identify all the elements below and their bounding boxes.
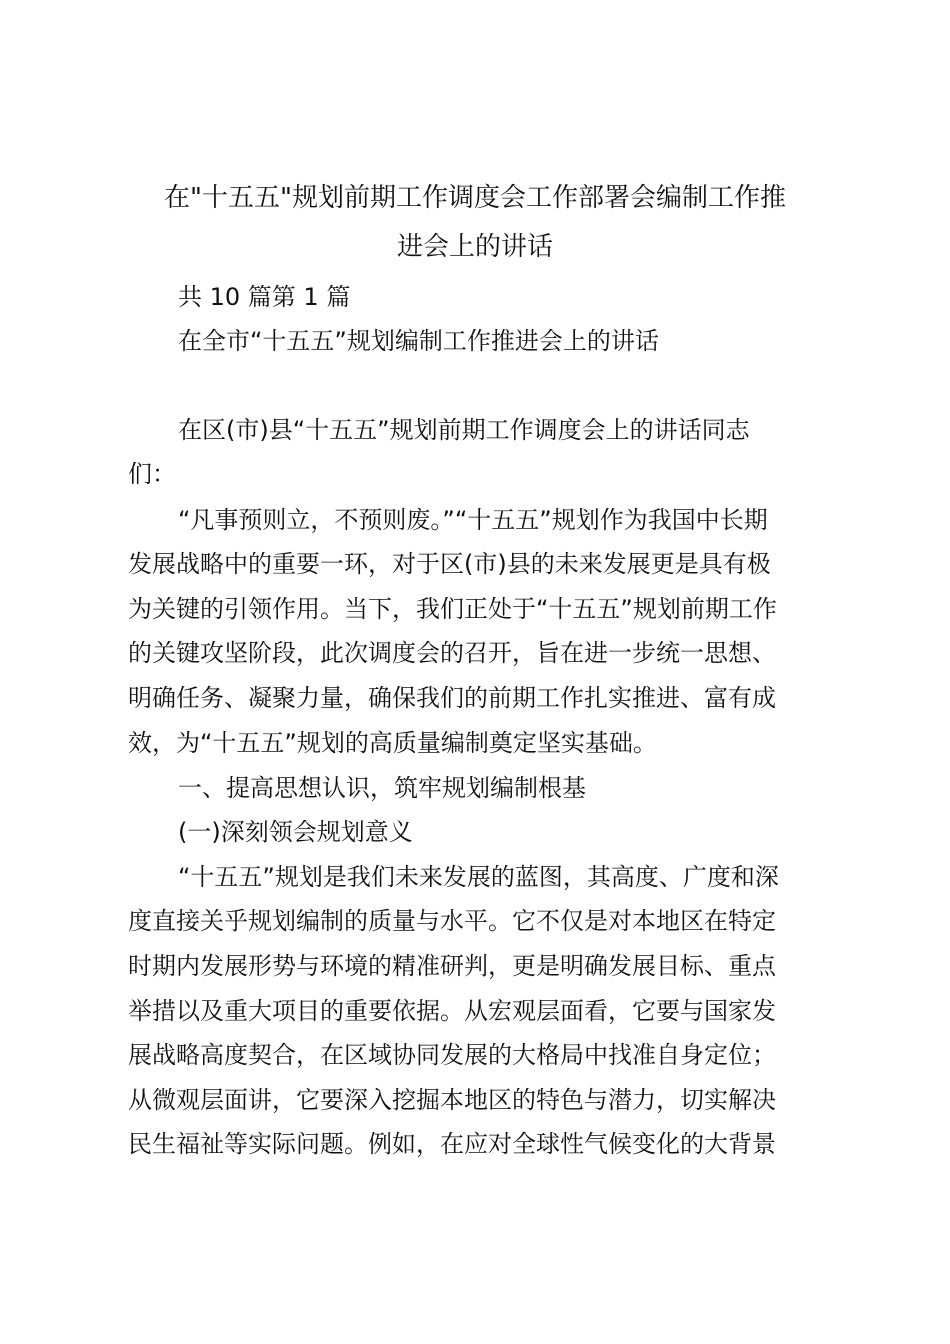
paragraph-line: 度直接关乎规划编制的质量与水平。它不仅是对本地区在特定 [128, 907, 776, 935]
paragraph-line: 效，为“十五五”规划的高质量编制奠定坚实基础。 [128, 729, 657, 757]
paragraph-line: 展战略高度契合，在区域协同发展的大格局中找准自身定位； [128, 1041, 776, 1069]
paragraph-line: 为关键的引领作用。当下，我们正处于“十五五”规划前期工作 [128, 595, 777, 623]
paragraph-line: 举措以及重大项目的重要依据。从宏观层面看，它要与国家发 [128, 997, 776, 1025]
paragraph-line: 们： [128, 460, 176, 488]
paragraph-line: 民生福祉等实际问题。例如，在应对全球性气候变化的大背景 [128, 1130, 776, 1158]
paragraph-line: 的关键攻坚阶段，此次调度会的召开，旨在进一步统一思想、 [128, 639, 776, 667]
section-heading-1: 一、提高思想认识，筑牢规划编制根基 [178, 774, 586, 802]
article-count-line: 共 10 篇第 1 篇 [178, 283, 351, 311]
document-title-line-1: 在"十五五"规划前期工作调度会工作部署会编制工作推 [164, 183, 786, 213]
document-title-line-2: 进会上的讲话 [396, 232, 553, 262]
paragraph-line: “凡事预则立，不预则废。”“十五五”规划作为我国中长期 [178, 506, 768, 534]
paragraph-line: “十五五”规划是我们未来发展的蓝图，其高度、广度和深 [178, 863, 779, 891]
paragraph-line: 时期内发展形势与环境的精准研判，更是明确发展目标、重点 [128, 952, 776, 980]
paragraph-line: 明确任务、凝聚力量，确保我们的前期工作扎实推进、富有成 [128, 684, 776, 712]
article-heading: 在全市“十五五”规划编制工作推进会上的讲话 [178, 327, 659, 355]
paragraph-line: 从微观层面讲，它要深入挖掘本地区的特色与潜力，切实解决 [128, 1086, 776, 1114]
paragraph-line: 发展战略中的重要一环，对于区(市)县的未来发展更是具有极 [128, 550, 771, 578]
subsection-heading-1: (一)深刻领会规划意义 [178, 818, 413, 846]
speech-heading-line: 在区(市)县“十五五”规划前期工作调度会上的讲话同志 [178, 416, 750, 444]
